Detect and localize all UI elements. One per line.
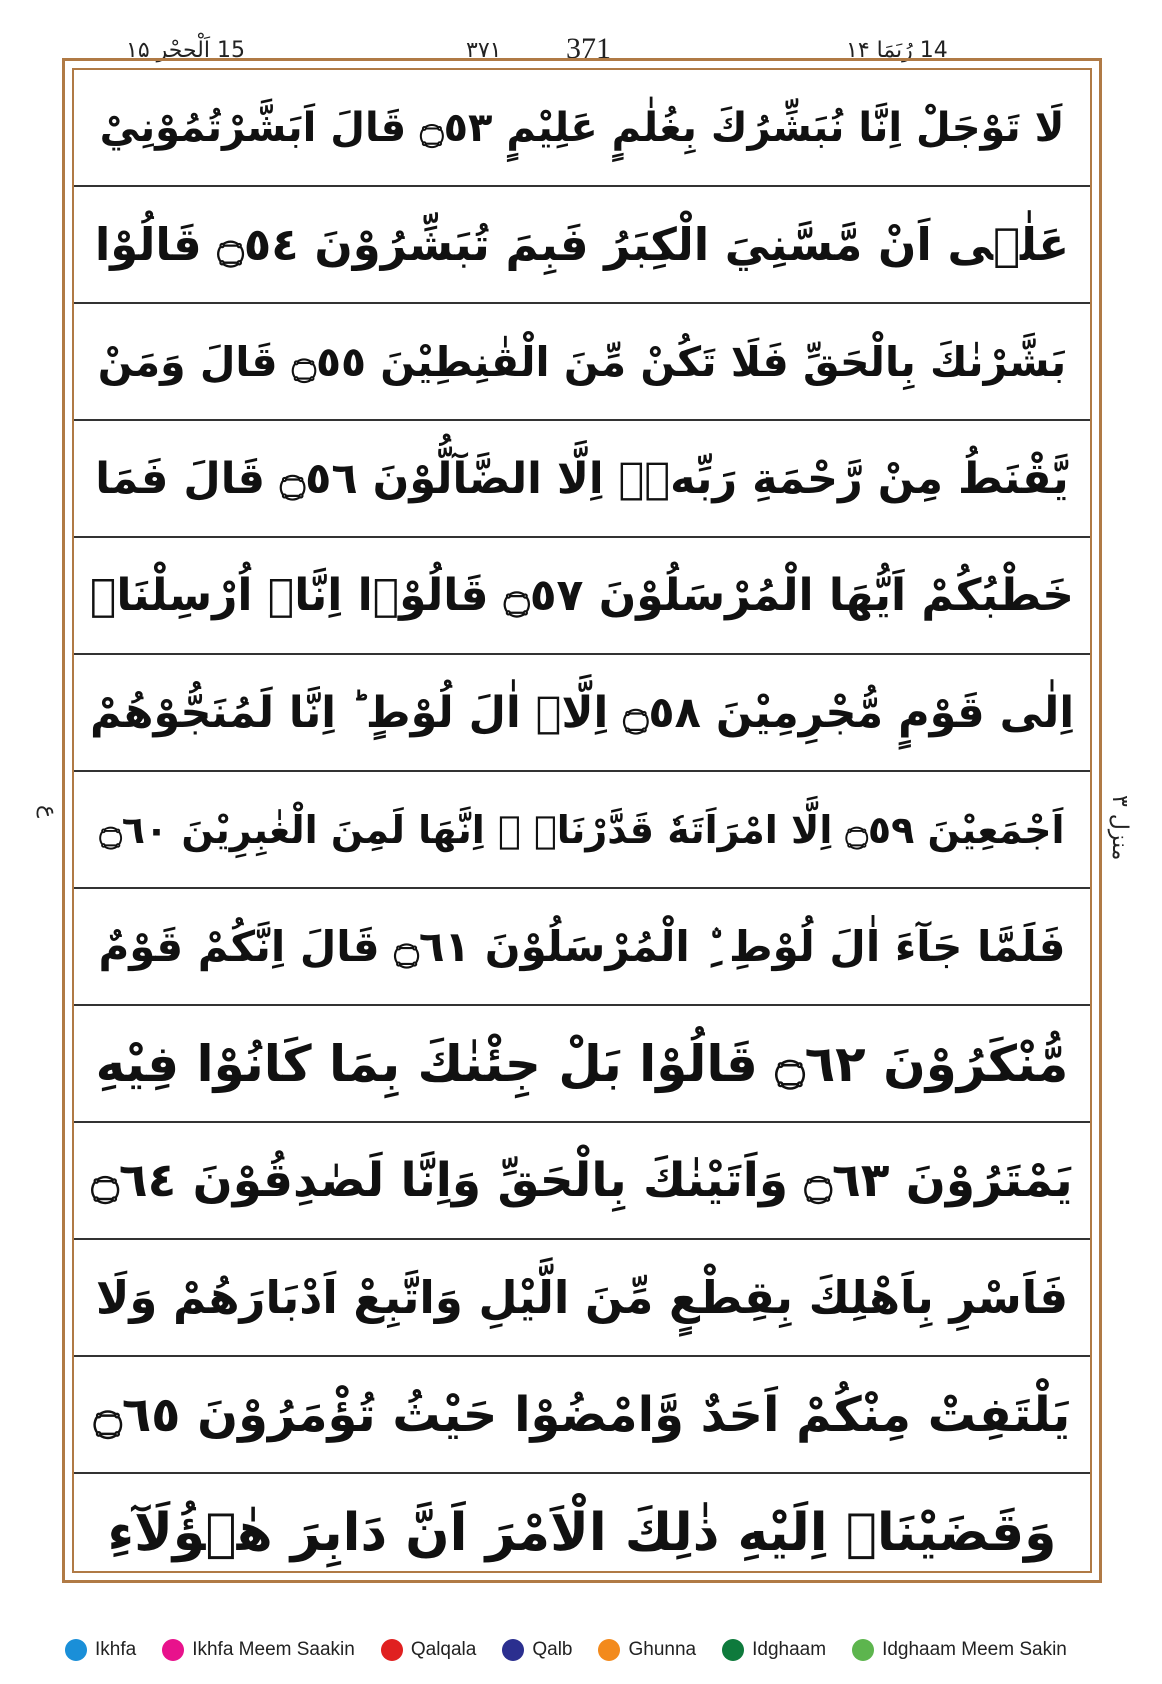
text-line-content: مُّنْكَرُوْنَ ۝٦٢ قَالُوْا بَلْ جِئْنٰكَ بِمَا كَانُوْا فِيْهِ bbox=[95, 1034, 1069, 1093]
text-line bbox=[74, 421, 1090, 538]
text-line bbox=[74, 1357, 1090, 1474]
manzil-marker: منزل ۳ bbox=[1107, 795, 1132, 861]
ruku-marker: ع bbox=[36, 805, 61, 819]
legend-dot bbox=[598, 1639, 620, 1661]
header-page-number-urdu: ۳۷۱ bbox=[462, 38, 505, 63]
text-line-content: فَلَمَّا جَآءَ اٰلَ لُوْطِ ِۨ الْمُرْسَلُوْنَ ۝٦١ قَالَ اِنَّكُمْ قَوْمٌ bbox=[98, 922, 1066, 971]
tajweed-legend bbox=[65, 1635, 1105, 1665]
legend-item-qalb bbox=[502, 1639, 572, 1661]
text-line-content: لَا تَوْجَلْ اِنَّا نُبَشِّرُكَ بِغُلٰمٍ عَلِيْمٍ ۝٥٣ قَالَ اَبَشَّرْتُمُوْنِيْ bbox=[99, 104, 1065, 151]
text-line bbox=[74, 1123, 1090, 1240]
text-line bbox=[74, 772, 1090, 889]
legend-dot bbox=[852, 1639, 874, 1661]
text-line bbox=[74, 1006, 1090, 1123]
text-line bbox=[74, 889, 1090, 1006]
text-line bbox=[74, 70, 1090, 187]
legend-dot bbox=[65, 1639, 87, 1661]
text-line bbox=[74, 1474, 1090, 1591]
quran-text-area bbox=[74, 70, 1090, 1571]
text-line-content: خَطْبُكُمْ اَيُّهَا الْمُرْسَلُوْنَ ۝٥٧ قَالُوْۤا اِنَّاۤ اُرْسِلْنَاۤ bbox=[89, 570, 1075, 621]
header-page-number: 371 bbox=[562, 32, 615, 66]
legend-item-ghunna bbox=[598, 1639, 696, 1661]
text-line bbox=[74, 1240, 1090, 1357]
text-line-content: يَمْتَرُوْنَ ۝٦٣ وَاَتَيْنٰكَ بِالْحَقِّ وَاِنَّا لَصٰدِقُوْنَ ۝٦٤ bbox=[91, 1153, 1073, 1208]
legend-label: Ghunna bbox=[628, 1639, 697, 1660]
legend-dot bbox=[381, 1639, 403, 1661]
header-para-name: 14 رُبَمَا ۱۴ bbox=[842, 38, 952, 63]
text-line-content: اِلٰى قَوْمٍ مُّجْرِمِيْنَ ۝٥٨ اِلَّاۤ اٰلَ لُوْطٍ ؕ اِنَّا لَمُنَجُّوْهُمْ bbox=[89, 687, 1075, 738]
text-line-content: يَلْتَفِتْ مِنْكُمْ اَحَدٌ وَّامْضُوْا حَيْثُ تُؤْمَرُوْنَ ۝٦٥ bbox=[93, 1386, 1071, 1443]
legend-dot bbox=[502, 1639, 524, 1661]
legend-item-qalqala bbox=[381, 1639, 477, 1661]
text-line bbox=[74, 655, 1090, 772]
legend-label: Ikhfa bbox=[95, 1639, 137, 1660]
legend-label: Ikhfa Meem Saakin bbox=[192, 1639, 355, 1660]
header-surah-name: 15 اَلْحِجْر ۱۵ bbox=[122, 38, 249, 63]
legend-label: Idghaam Meem Sakin bbox=[882, 1639, 1067, 1660]
text-line-content: يَّقْنَطُ مِنْ رَّحْمَةِ رَبِّهٖۤ اِلَّا الضَّآلُّوْنَ ۝٥٦ قَالَ فَمَا bbox=[95, 453, 1069, 504]
legend-dot bbox=[162, 1639, 184, 1661]
text-line bbox=[74, 187, 1090, 304]
text-line-content: اَجْمَعِيْنَ ۝٥٩ اِلَّا امْرَاَتَهٗ قَدَّرْنَاۤ ۙ اِنَّهَا لَمِنَ الْغٰبِرِيْنَ ۝٦٠ bbox=[99, 807, 1065, 852]
legend-label: Idghaam bbox=[752, 1639, 827, 1660]
legend-item-idghaam bbox=[722, 1639, 826, 1661]
legend-item-idghaam-meem-sakin bbox=[852, 1639, 1067, 1661]
text-line bbox=[74, 538, 1090, 655]
text-line bbox=[74, 304, 1090, 421]
legend-label: Qalb bbox=[532, 1639, 573, 1660]
text-line-content: بَشَّرْنٰكَ بِالْحَقِّ فَلَا تَكُنْ مِّنَ الْقٰنِطِيْنَ ۝٥٥ قَالَ وَمَنْ bbox=[97, 337, 1067, 386]
legend-item-ikhfa-meem-saakin bbox=[162, 1639, 355, 1661]
legend-item-ikhfa bbox=[65, 1639, 136, 1661]
legend-dot bbox=[722, 1639, 744, 1661]
text-line-content: عَلٰۤى اَنْ مَّسَّنِيَ الْكِبَرُ فَبِمَ تُبَشِّرُوْنَ ۝٥٤ قَالُوْا bbox=[94, 218, 1070, 271]
text-line-content: فَاَسْرِ بِاَهْلِكَ بِقِطْعٍ مِّنَ الَّيْلِ وَاتَّبِعْ اَدْبَارَهُمْ وَلَا bbox=[95, 1271, 1069, 1324]
legend-label: Qalqala bbox=[410, 1639, 477, 1660]
text-line-content: وَقَضَيْنَاۤ اِلَيْهِ ذٰلِكَ الْاَمْرَ اَنَّ دَابِرَ هٰۤؤُلَآءِ bbox=[107, 1502, 1057, 1563]
